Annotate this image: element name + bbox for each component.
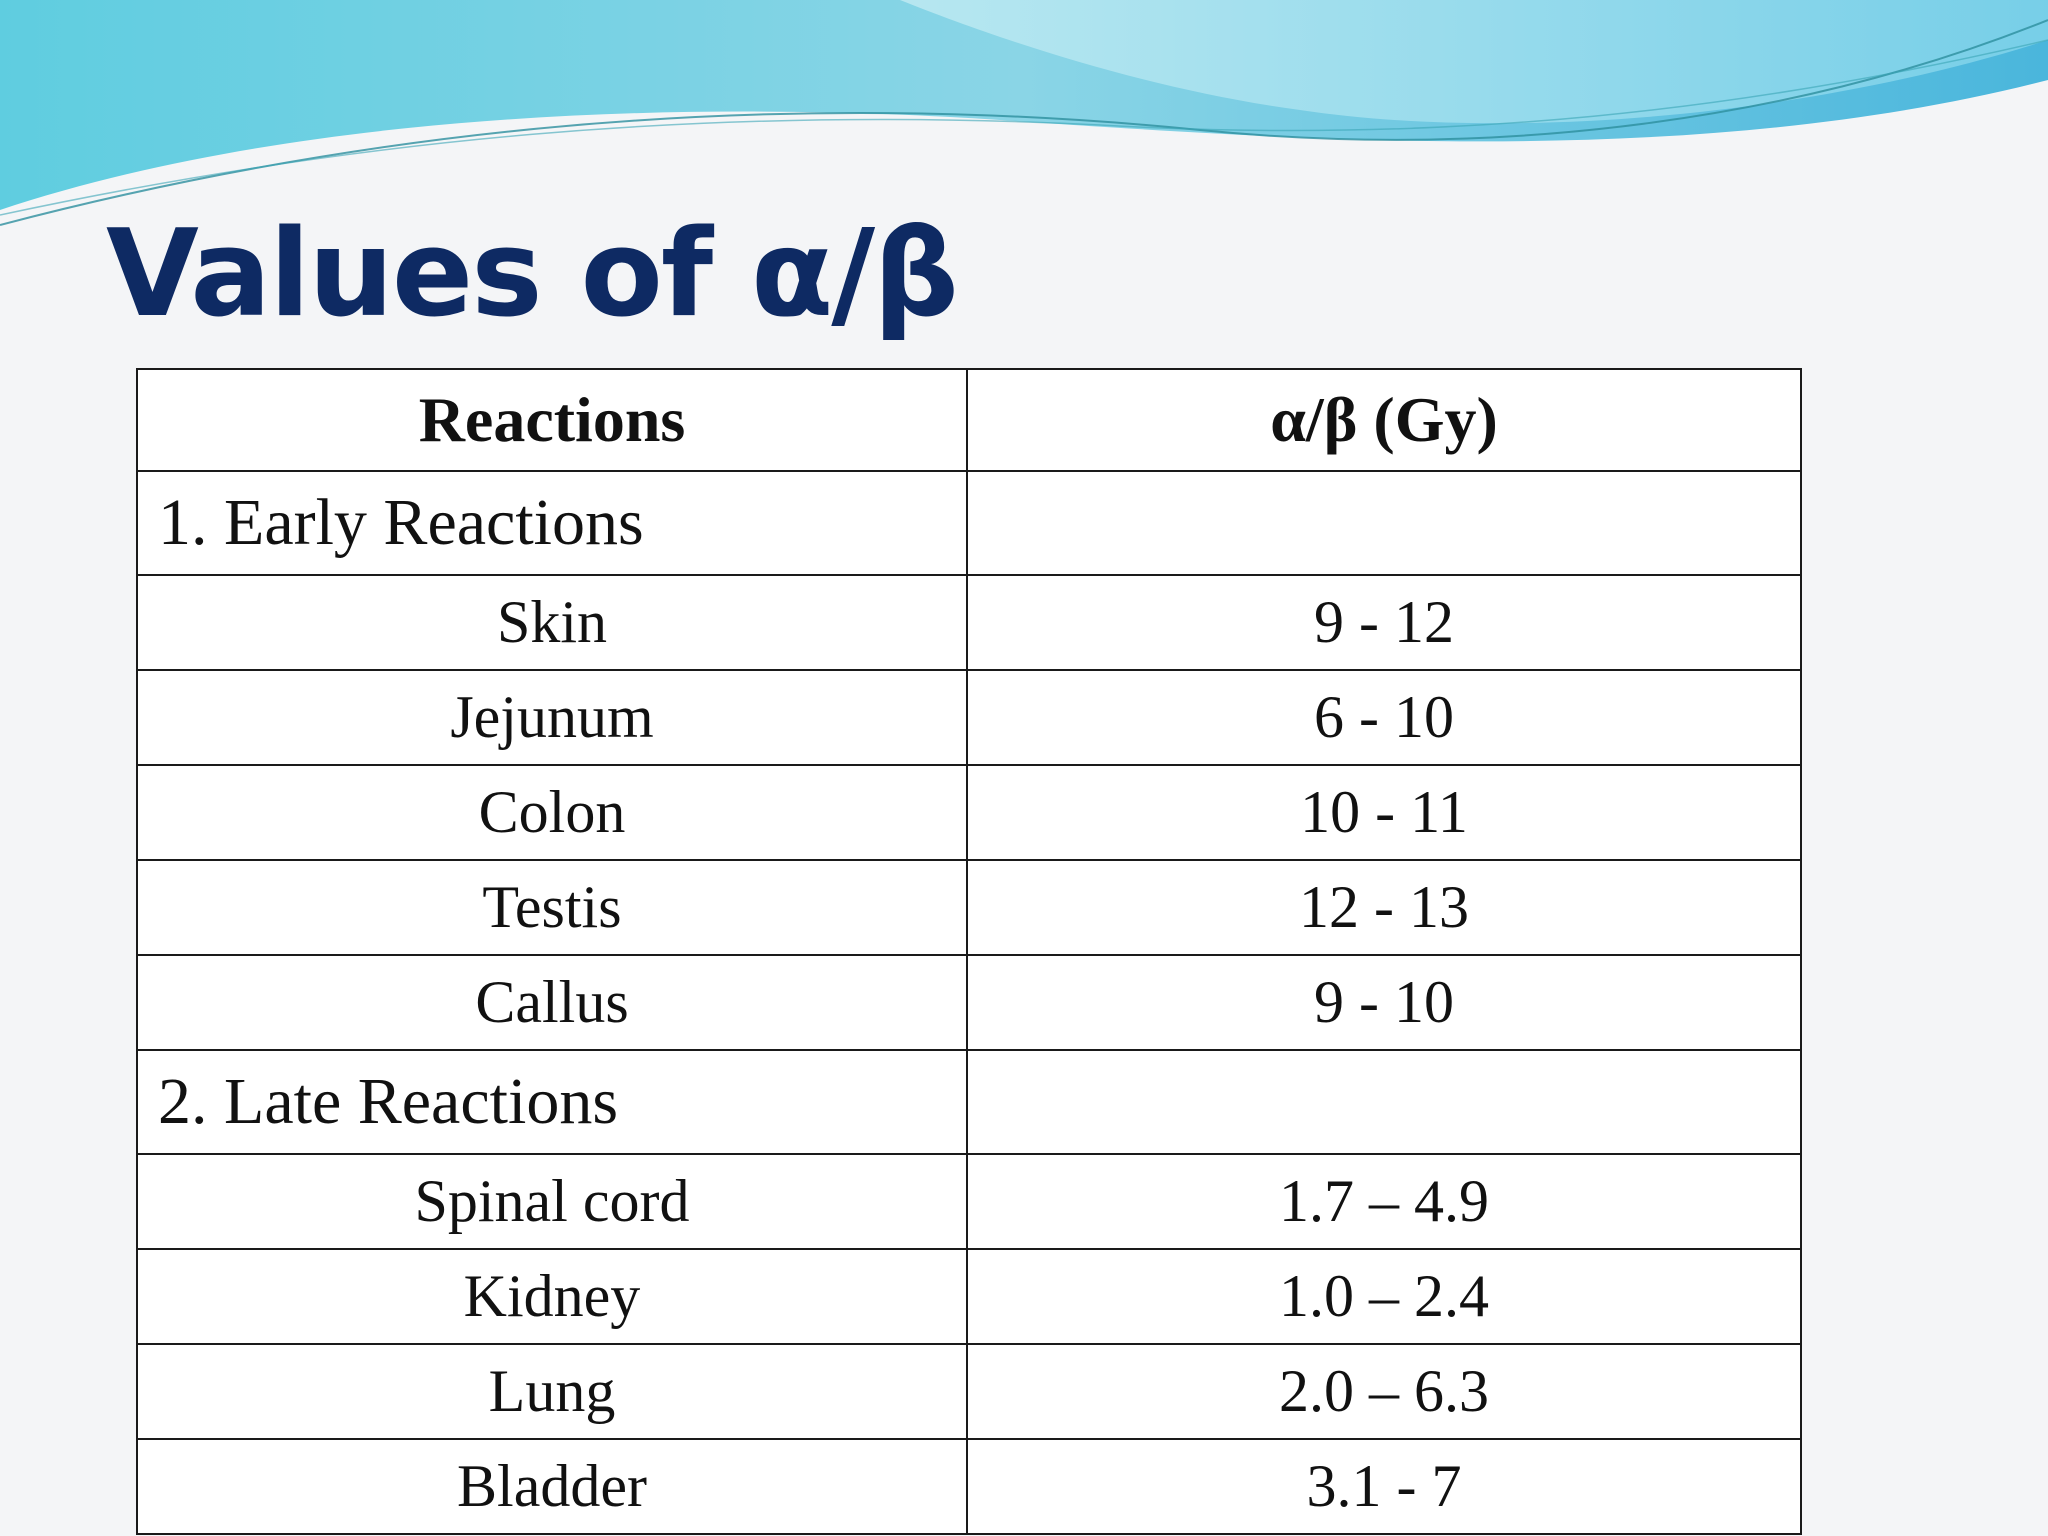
value-cell: 3.1 - 7 [967, 1439, 1801, 1534]
value-cell: 12 - 13 [967, 860, 1801, 955]
table-row [137, 575, 1801, 670]
table-row [137, 670, 1801, 765]
table-row [137, 955, 1801, 1050]
table-section-row [137, 1050, 1801, 1154]
reaction-cell: Jejunum [137, 670, 967, 765]
alpha-beta-table [136, 368, 1802, 1535]
reaction-cell: Skin [137, 575, 967, 670]
header-alpha-beta: α/β (Gy) [967, 369, 1801, 471]
value-cell: 9 - 10 [967, 955, 1801, 1050]
reaction-cell: Callus [137, 955, 967, 1050]
table-row [137, 1439, 1801, 1534]
section-label: 2. Late Reactions [137, 1050, 967, 1154]
table-row [137, 1154, 1801, 1249]
reaction-cell: Colon [137, 765, 967, 860]
section-label: 1. Early Reactions [137, 471, 967, 575]
value-cell: 6 - 10 [967, 670, 1801, 765]
table-row [137, 765, 1801, 860]
value-cell: 2.0 – 6.3 [967, 1344, 1801, 1439]
reaction-cell: Lung [137, 1344, 967, 1439]
table-section-row [137, 471, 1801, 575]
value-cell: 10 - 11 [967, 765, 1801, 860]
value-cell: 1.0 – 2.4 [967, 1249, 1801, 1344]
reaction-cell: Bladder [137, 1439, 967, 1534]
table-row [137, 1249, 1801, 1344]
reaction-cell: Kidney [137, 1249, 967, 1344]
slide-title: Values of α/β [106, 205, 958, 344]
reaction-cell: Testis [137, 860, 967, 955]
reaction-cell: Spinal cord [137, 1154, 967, 1249]
header-reactions: Reactions [137, 369, 967, 471]
value-cell: 1.7 – 4.9 [967, 1154, 1801, 1249]
section-value [967, 1050, 1801, 1154]
section-value [967, 471, 1801, 575]
table-row [137, 1344, 1801, 1439]
value-cell: 9 - 12 [967, 575, 1801, 670]
table-header-row [137, 369, 1801, 471]
table-row [137, 860, 1801, 955]
